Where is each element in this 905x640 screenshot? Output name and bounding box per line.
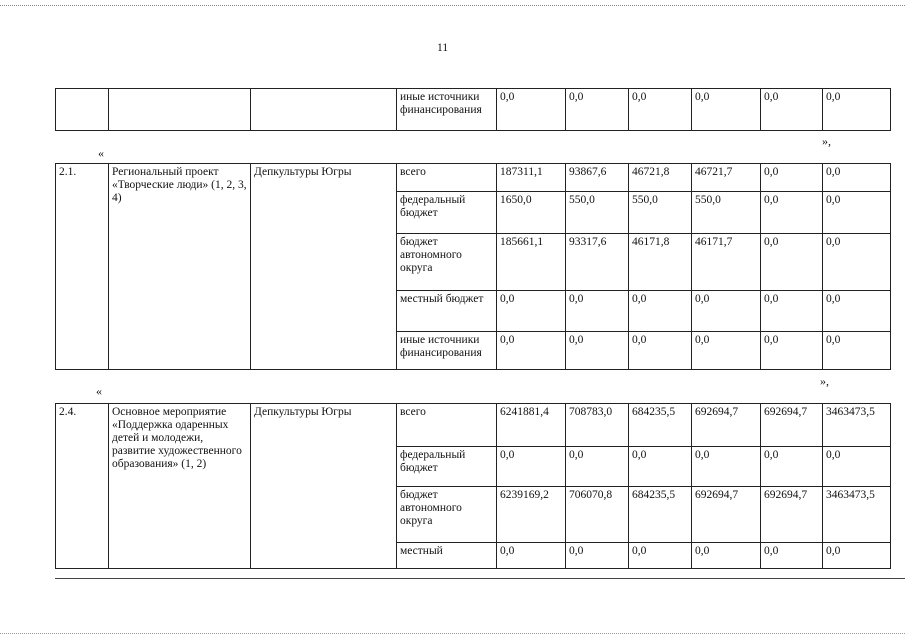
table-continuation	[55, 88, 891, 131]
value-cell: 0,0	[497, 543, 566, 569]
value-cell: 692694,7	[692, 487, 761, 543]
value-cell: 0,0	[629, 447, 692, 487]
value-cell: 0,0	[629, 332, 692, 370]
close-quote: »,	[822, 134, 831, 148]
value-cell: 3463473,5	[823, 404, 891, 447]
value-cell: 0,0	[629, 89, 692, 131]
value-cell: 0,0	[823, 447, 891, 487]
value-cell: 550,0	[692, 192, 761, 234]
activity-title: Основное мероприятие «Поддержка одаренных детей и молодежи, развитие художественного образования» (1, 2)	[109, 404, 251, 569]
open-quote: «	[96, 384, 102, 398]
value-cell: 46721,7	[692, 164, 761, 192]
value-cell: 0,0	[566, 447, 629, 487]
value-cell: 46721,8	[629, 164, 692, 192]
project-title: Региональный проект «Творческие люди» (1, 2, 3, 4)	[109, 164, 251, 370]
page-number: 11	[437, 42, 449, 54]
empty-cell	[56, 89, 109, 131]
empty-cell	[251, 89, 397, 131]
value-cell: 0,0	[692, 447, 761, 487]
value-cell: 0,0	[497, 291, 566, 332]
source-name: всего	[397, 404, 497, 447]
value-cell: 692694,7	[761, 487, 823, 543]
value-cell: 6239169,2	[497, 487, 566, 543]
value-cell: 187311,1	[497, 164, 566, 192]
value-cell: 0,0	[497, 332, 566, 370]
value-cell: 0,0	[761, 234, 823, 291]
value-cell: 3463473,5	[823, 487, 891, 543]
value-cell: 185661,1	[497, 234, 566, 291]
close-quote: »,	[820, 374, 829, 388]
row-number: 2.1.	[56, 164, 109, 370]
value-cell: 684235,5	[629, 487, 692, 543]
value-cell: 692694,7	[761, 404, 823, 447]
value-cell: 692694,7	[692, 404, 761, 447]
source-name: всего	[397, 164, 497, 192]
value-cell: 0,0	[566, 291, 629, 332]
source-name: бюджет автономного округа	[397, 487, 497, 543]
value-cell: 0,0	[823, 234, 891, 291]
source-name: бюджет автономного округа	[397, 234, 497, 291]
value-cell: 0,0	[629, 291, 692, 332]
value-cell: 0,0	[692, 332, 761, 370]
bottom-scan-edge	[0, 633, 905, 634]
source-name: федеральный бюджет	[397, 192, 497, 234]
value-cell: 0,0	[761, 89, 823, 131]
value-cell: 0,0	[761, 543, 823, 569]
value-cell: 0,0	[629, 543, 692, 569]
empty-cell	[109, 89, 251, 131]
value-cell: 0,0	[566, 543, 629, 569]
value-cell: 684235,5	[629, 404, 692, 447]
source-name: иные источники финансирования	[397, 89, 497, 131]
value-cell: 0,0	[497, 89, 566, 131]
value-cell: 0,0	[692, 543, 761, 569]
value-cell: 0,0	[761, 192, 823, 234]
value-cell: 0,0	[566, 332, 629, 370]
table-project-2-1	[55, 163, 891, 370]
open-quote: «	[98, 146, 104, 160]
value-cell: 0,0	[497, 447, 566, 487]
row-number: 2.4.	[56, 404, 109, 569]
value-cell: 550,0	[629, 192, 692, 234]
value-cell: 0,0	[692, 291, 761, 332]
value-cell: 0,0	[761, 332, 823, 370]
value-cell: 706070,8	[566, 487, 629, 543]
value-cell: 0,0	[761, 447, 823, 487]
value-cell: 0,0	[823, 164, 891, 192]
value-cell: 0,0	[761, 291, 823, 332]
table-activity-2-4	[55, 403, 891, 569]
source-name: местный бюджет	[397, 291, 497, 332]
value-cell: 6241881,4	[497, 404, 566, 447]
value-cell: 0,0	[823, 192, 891, 234]
value-cell: 0,0	[823, 543, 891, 569]
table-row	[56, 164, 891, 192]
value-cell: 46171,8	[629, 234, 692, 291]
executor: Депкультуры Югры	[251, 164, 397, 370]
value-cell: 1650,0	[497, 192, 566, 234]
table-row	[56, 89, 891, 131]
top-border-line	[0, 5, 905, 6]
value-cell: 46171,7	[692, 234, 761, 291]
bottom-border-line	[55, 578, 905, 579]
value-cell: 550,0	[566, 192, 629, 234]
value-cell: 93317,6	[566, 234, 629, 291]
value-cell: 0,0	[823, 332, 891, 370]
executor: Депкультуры Югры	[251, 404, 397, 569]
value-cell: 0,0	[823, 89, 891, 131]
value-cell: 93867,6	[566, 164, 629, 192]
table-row	[56, 404, 891, 447]
source-name: местный	[397, 543, 497, 569]
value-cell: 708783,0	[566, 404, 629, 447]
value-cell: 0,0	[761, 164, 823, 192]
source-name: федеральный бюджет	[397, 447, 497, 487]
source-name: иные источники финансирования	[397, 332, 497, 370]
value-cell: 0,0	[823, 291, 891, 332]
value-cell: 0,0	[566, 89, 629, 131]
value-cell: 0,0	[692, 89, 761, 131]
